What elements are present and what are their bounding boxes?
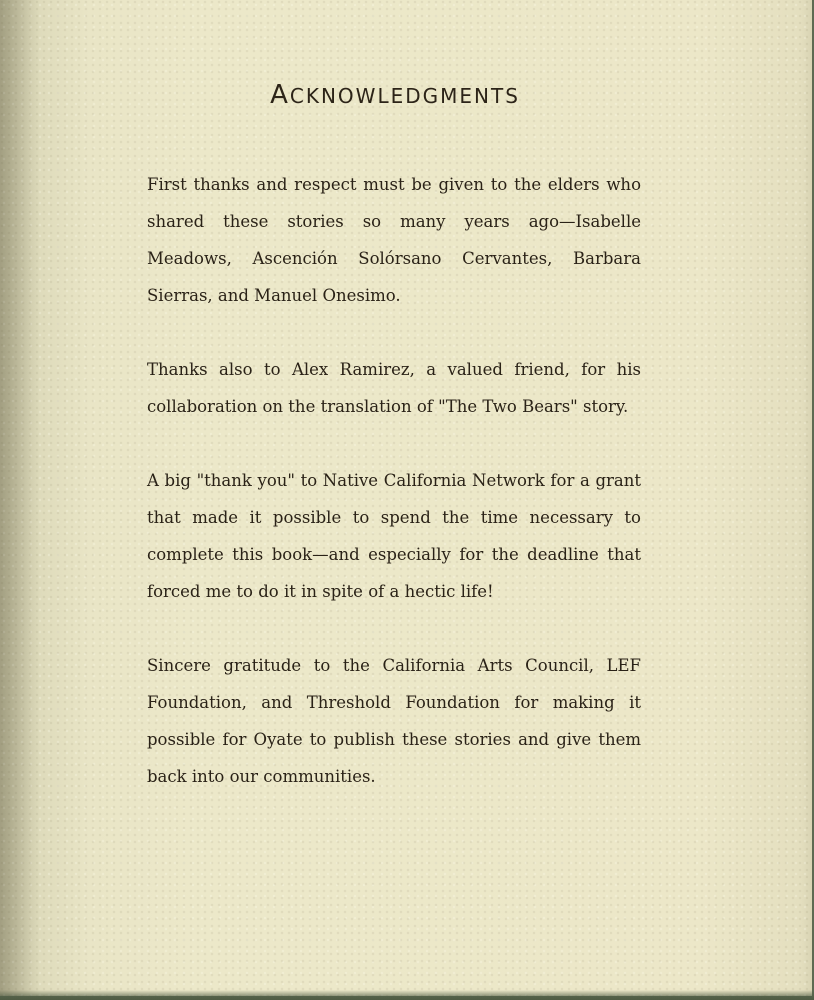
page-title (0, 80, 790, 110)
paragraph-gratitude: Sincere gratitude to the California Arts Council, LEF Foundation, and Threshold Foundation for making it possible for Oyate to publish these stories and give them back into our communities. (147, 656, 641, 786)
page-bottom-edge (0, 990, 814, 1000)
title-initial: A (270, 80, 290, 110)
paragraph-grant: A big "thank you" to Native California Network for a grant that made it possible to spend the time necessary to complete this book—and especially for the deadline that forced me to do it in spite of a hectic life! (147, 471, 641, 601)
paragraph-elders: First thanks and respect must be given to the elders who shared these stories so many years ago—Isabelle Meadows, Ascención Solórsano Cervantes, Barbara Sierras, and Manuel Onesimo. (147, 175, 641, 305)
title-rest: CKNOWLEDGMENTS (289, 84, 520, 108)
paragraph-translation: Thanks also to Alex Ramirez, a valued friend, for his collaboration on the translation of "The Two Bears" story. (147, 360, 641, 416)
acknowledgments-body (147, 166, 641, 832)
page-gutter-shadow (0, 0, 40, 996)
